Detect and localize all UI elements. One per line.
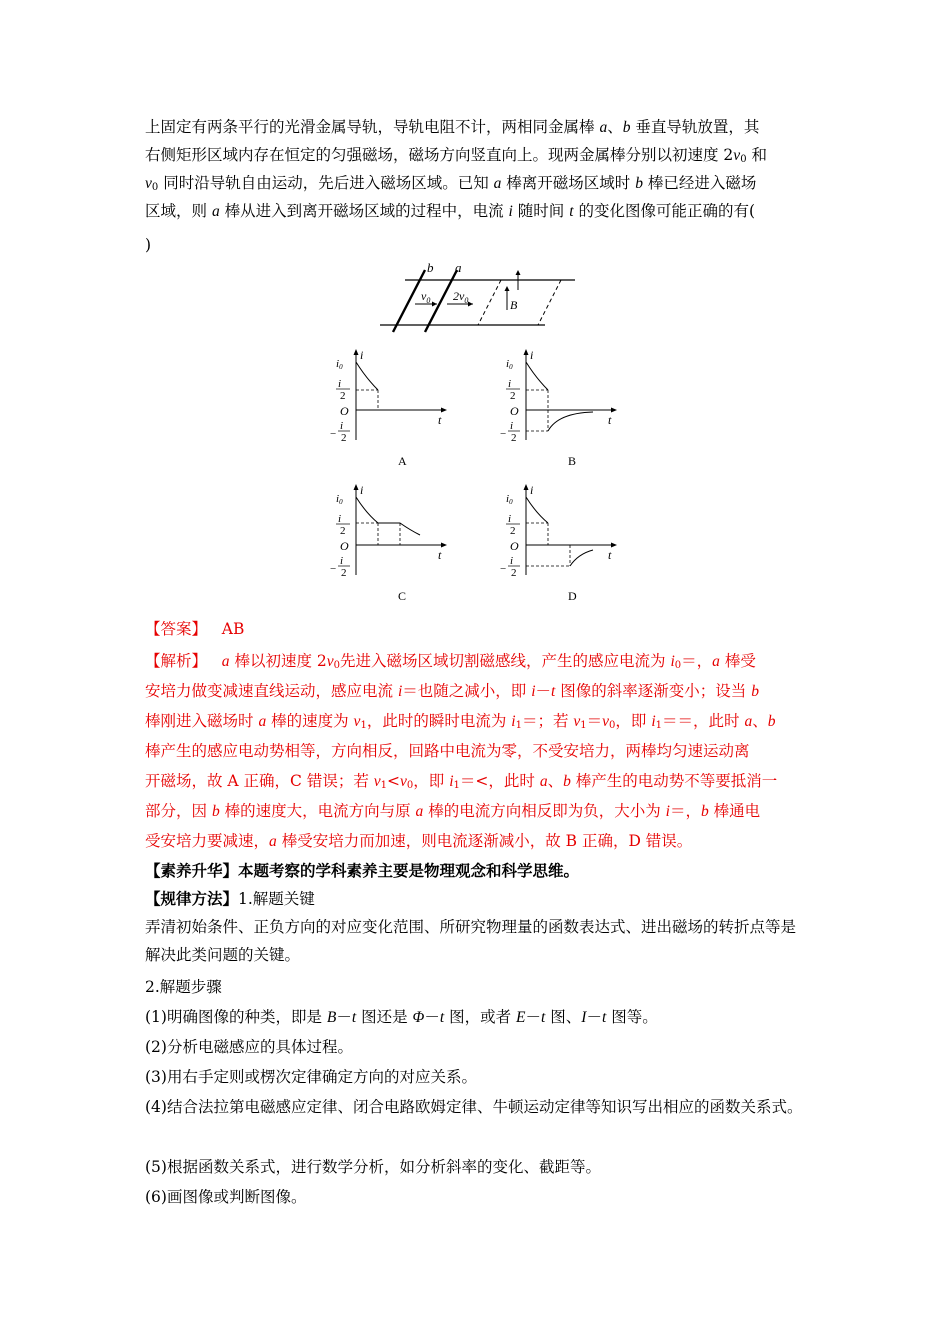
svg-text:2: 2 [341, 432, 347, 444]
svg-text:i0: i0 [506, 493, 513, 506]
question-line-5: ) [145, 236, 152, 254]
svg-text:−: − [500, 428, 507, 440]
svg-text:i: i [530, 483, 534, 497]
svg-text:O: O [510, 404, 519, 418]
analysis-line-6: 部分，因 b 棒的速度大，电流方向与原 a 棒的电流方向相反即为负，大小为 i＝，b 棒通电 [145, 802, 761, 820]
method-steps-title: 2.解题步骤 [145, 978, 222, 996]
graph-D [498, 480, 628, 605]
method-step-5: (5)根据函数关系式，进行数学分析，如分析斜率的变化、截距等。 [145, 1158, 601, 1176]
graph-C-curve [356, 497, 420, 535]
method-heading: 【规律方法】1.解题关键 [145, 889, 315, 908]
svg-text:2: 2 [340, 525, 346, 537]
svg-text:A: A [398, 454, 407, 468]
analysis-line-1: 【解析】 a 棒以初速度 $2v_0$先进入磁场区域切割磁感线，产生的感应电流为 $i_0=$，a 棒受 [145, 652, 756, 671]
analysis-line-7: 受安培力要减速，a 棒受安培力而加速，则电流逐渐减小，故 B 正确，D 错误。 [145, 832, 693, 850]
svg-text:i: i [360, 348, 364, 362]
svg-text:t: t [438, 548, 442, 562]
svg-text:2: 2 [341, 567, 347, 579]
method-key-paragraph: 弄清初始条件、正负方向的对应变化范围、所研究物理量的函数表达式、进出磁场的转折点等是解决此类问题的关键。 [145, 918, 797, 964]
label-2v0: $2v_0$ [453, 289, 469, 305]
graph-D-curve-neg [570, 550, 593, 566]
svg-text:i: i [508, 513, 512, 525]
graph-B [498, 345, 628, 470]
analysis-line-3: 棒刚进入磁场时 a 棒的速度为 $v_1$，此时的瞬时电流为 $i_1=$；若 $v_1=v_0$，即 $i_1==$，此时 a、b [145, 712, 776, 731]
graph-D-curve-pos [526, 497, 548, 523]
method-step-6: (6)画图像或判断图像。 [145, 1188, 307, 1206]
svg-text:2: 2 [340, 390, 346, 402]
svg-text:i: i [510, 420, 514, 432]
svg-text:D: D [568, 589, 577, 603]
question-line-2: 右侧矩形区域内存在恒定的匀强磁场，磁场方向竖直向上。现两金属棒分别以初速度 $2v_0$ 和 [145, 146, 767, 165]
method-step-2: (2)分析电磁感应的具体过程。 [145, 1038, 353, 1056]
svg-text:i: i [530, 348, 534, 362]
svg-text:i: i [510, 555, 514, 567]
svg-text:−: − [500, 563, 507, 575]
svg-text:2: 2 [510, 390, 516, 402]
svg-text:C: C [398, 589, 407, 603]
svg-text:t: t [608, 413, 612, 427]
svg-text:−: − [330, 428, 337, 440]
analysis-line-2: 安培力做变减速直线运动，感应电流 i＝也随之减小，即 i－t 图像的斜率逐渐变小；设当 b [145, 682, 759, 700]
rails-figure [375, 262, 580, 338]
analysis-line-4: 棒产生的感应电动势相等，方向相反，回路中电流为零，不受安培力，两棒均匀速运动离 [145, 742, 750, 760]
graph-B-curve-neg [548, 412, 593, 431]
svg-text:O: O [340, 404, 349, 418]
svg-text:i: i [338, 513, 342, 525]
graph-C [328, 480, 458, 605]
svg-text:O: O [510, 539, 519, 553]
label-a: a [455, 262, 462, 275]
answer-line: 【答案】 AB [145, 620, 245, 638]
method-step-4: (4)结合法拉第电磁感应定律、闭合电路欧姆定律、牛顿运动定律等知识写出相应的函数关系式。 [145, 1098, 803, 1116]
svg-text:i: i [340, 555, 344, 567]
svg-text:i0: i0 [336, 358, 343, 371]
analysis-line-5: 开磁场，故 A 正确，C 错误；若 $v_1<v_0$，即 $i_1=<$，此时 a、b 棒产生的电动势不等要抵消一 [145, 772, 778, 791]
svg-text:2: 2 [511, 432, 517, 444]
graph-A [328, 345, 458, 470]
method-step-1: (1)明确图像的种类，即是 B－t 图还是 Φ－t 图，或者 E－t 图、I－t 图等。 [145, 1008, 658, 1026]
field-edge-right [538, 280, 561, 325]
graph-B-curve-pos [526, 362, 548, 390]
method-step-3: (3)用右手定则或楞次定律确定方向的对应关系。 [145, 1068, 477, 1086]
svg-text:O: O [340, 539, 349, 553]
svg-text:−: − [330, 563, 337, 575]
svg-text:i: i [340, 420, 344, 432]
svg-text:i0: i0 [336, 493, 343, 506]
svg-text:i: i [338, 378, 342, 390]
svg-text:t: t [608, 548, 612, 562]
literacy-line: 【素养升华】本题考察的学科素养主要是物理观念和科学思维。 [145, 861, 580, 880]
svg-text:2: 2 [510, 525, 516, 537]
label-b: b [427, 262, 434, 275]
field-edge-left [478, 280, 501, 325]
graph-A-curve [356, 362, 378, 390]
question-line-1: 上固定有两条平行的光滑金属导轨，导轨电阻不计，两相同金属棒 a、b 垂直导轨放置，其 [145, 118, 760, 136]
question-line-4: 区域，则 a 棒从进入到离开磁场区域的过程中，电流 i 随时间 t 的变化图像可能正确的有( [145, 202, 756, 220]
svg-text:i0: i0 [506, 358, 513, 371]
svg-text:i: i [360, 483, 364, 497]
question-line-3: $v_0$ 同时沿导轨自由运动，先后进入磁场区域。已知 a 棒离开磁场区域时 b 棒已经进入磁场 [145, 174, 757, 193]
label-v0: $v_0$ [421, 289, 431, 305]
label-B: B [510, 298, 518, 312]
svg-text:2: 2 [511, 567, 517, 579]
svg-text:t: t [438, 413, 442, 427]
svg-text:B: B [568, 454, 577, 468]
svg-text:i: i [508, 378, 512, 390]
